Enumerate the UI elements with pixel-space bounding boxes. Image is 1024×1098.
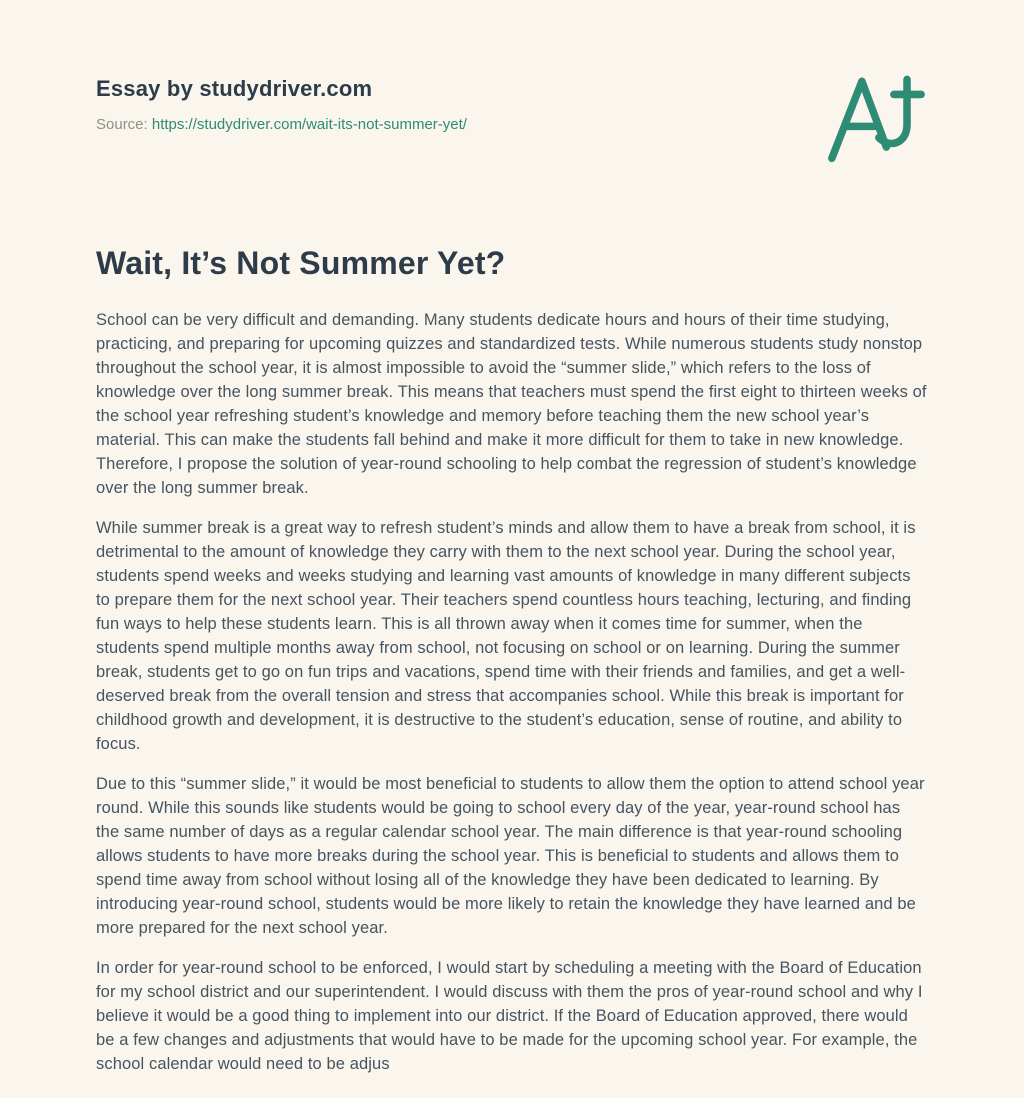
essay-paragraph: In order for year-round school to be enforced, I would start by scheduling a meeting with the Board of Education for my school district and our superintendent. I would discuss with them the pros of year-round school and why I believe it would be a good thing to implement into our district. If the Board of Education approved, there would be a few changes and adjustments that would have to be made for the upcoming school year. For example, the school calendar would need to be adjus — [96, 959, 923, 1073]
page-title: Wait, It’s Not Summer Yet? — [96, 245, 506, 281]
essay-paragraph: School can be very difficult and demanding. Many students dedicate hours and hours of their time studying, practicing, and preparing for upcoming quizzes and standardized tests. While numerous students study nonstop throughout the school year, it is almost impossible to avoid the “summer slide,” which refers to the loss of knowledge over the long summer break. This means that teachers must spend the first eight to thirteen weeks of the school year refreshing student’s knowledge and memory before teaching them the new school year’s material. This can make the students fall behind and make it more difficult for them to take in new knowledge. Therefore, I propose the solution of year-round schooling to help combat the regression of student’s knowledge over the long summer break. — [96, 311, 927, 497]
source-link[interactable]: https://studydriver.com/wait-its-not-summer-yet/ — [151, 116, 467, 133]
essay-byline: Essay by studydriver.com — [96, 76, 373, 101]
essay-paragraph: While summer break is a great way to refresh student’s minds and allow them to have a break from school, it is detrimental to the amount of knowledge they carry with them to the next school year. During the school year, students spend weeks and weeks studying and learning vast amounts of knowledge in many different subjects to prepare them for the next school year. Their teachers spend countless hours teaching, lecturing, and finding fun ways to help these students learn. This is all thrown away when it comes time for summer, when the students spend multiple months away from school, not focusing on school or on learning. During the summer break, students get to go on fun trips and vacations, spend time with their friends and families, and get a well-deserved break from the overall tension and stress that accompanies school. While this break is important for childhood growth and development, it is destructive to the student’s education, sense of routine, and ability to focus. — [96, 519, 916, 753]
source-line — [96, 116, 928, 133]
source-label: Source: — [96, 116, 148, 133]
studydriver-logo-icon — [824, 70, 928, 164]
essay-paragraph: Due to this “summer slide,” it would be most beneficial to students to allow them the option to attend school year round. While this sounds like students would be going to school every day of the year, year-round school has the same number of days as a regular calendar school year. The main difference is that year-round schooling allows students to have more breaks during the school year. This is beneficial to students and allows them to spend time away from school without losing all of the knowledge they have been dedicated to learning. By introducing year-round school, students would be more likely to retain the knowledge they have learned and be more prepared for the next school year. — [96, 775, 925, 937]
article-body — [96, 308, 928, 1076]
